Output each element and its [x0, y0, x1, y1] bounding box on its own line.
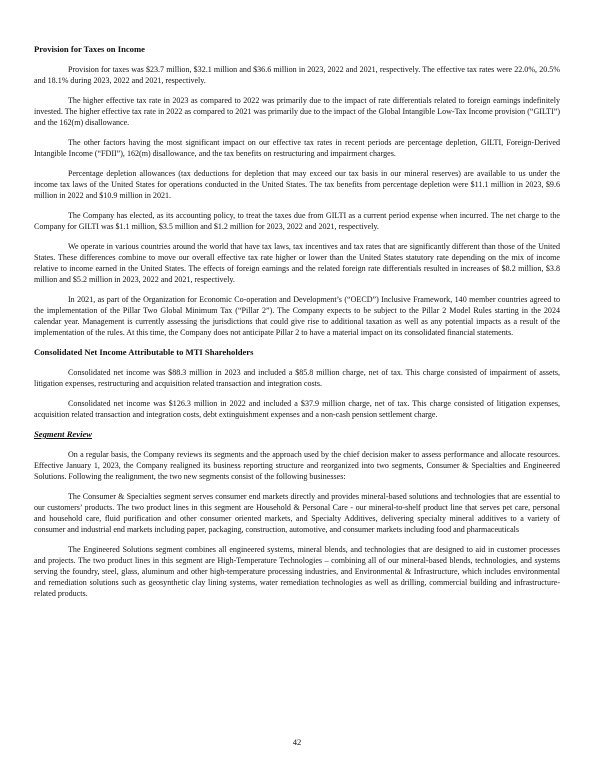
document-page: [34, 44, 560, 608]
paragraph: On a regular basis, the Company reviews its segments and the approach used by the chief decision maker to assess performance and allocate resources. Effective January 1, 2023, the Company realigned its business reporting structure and reorganized into two segments, Consumer & Specialties and Engineered Solutions. Following the realignment, the two new segments consist of the following businesses:: [34, 450, 560, 481]
paragraph: We operate in various countries around the world that have tax laws, tax incentives and tax rates that are significantly different than those of the United States. These differences combine to move our overall effective tax rate higher or lower than the United States statutory rate depending on the mix of income relative to income earned in the United States. The effects of foreign earnings and the related foreign rate differentials resulted in increases of $8.2 million, $3.8 million and $5.2 million in 2023, 2022 and 2021, respectively.: [34, 242, 560, 284]
paragraph: Percentage depletion allowances (tax deductions for depletion that may exceed our tax basis in our mineral reserves) are available to us under the income tax laws of the United States for operations conducted in the United States. The tax benefits from percentage depletion were $11.1 million in 2023, $9.6 million in 2022 and $10.9 million in 2021.: [34, 169, 560, 200]
paragraph: The higher effective tax rate in 2023 as compared to 2022 was primarily due to the impact of rate differentials related to foreign earnings indefinitely invested. The higher effective tax rate in 2022 as compared to 2021 was primarily due to the impact of the Global Intangible Low-Tax Income provision (“GILTI”) and the 162(m) disallowance.: [34, 96, 560, 127]
paragraph: Provision for taxes was $23.7 million, $32.1 million and $36.6 million in 2023, 2022 and 2021, respectively. The effective tax rates were 22.0%, 20.5% and 18.1% during 2023, 2022 and 2021, respectively.: [34, 65, 560, 85]
paragraph: The Consumer & Specialties segment serves consumer end markets directly and provides mineral-based solutions and technologies that are essential to our customers’ products. The two product lines in this segment are Household & Personal Care - our mineral-to-shelf product line that serves pet care, personal and household care, fluid purification and other consumer oriented markets, and Specialty Additives, delivering specialty mineral additives to a variety of consumer and industrial end markets including paper, packaging, construction, automotive, and consumer markets including food and pharmaceuticals: [34, 492, 560, 534]
paragraph: In 2021, as part of the Organization for Economic Co-operation and Development’s (“OECD”) Inclusive Framework, 140 member countries agreed to the implementation of the Pillar Two Global Minimum Tax (“Pillar 2”). The Company expects to be subject to the Pillar 2 Model Rules starting in the 2024 calendar year. Management is currently assessing the jurisdictions that could give rise to additional taxation as well as any potential impacts as a result of the implementation of the rules. At this time, the Company does not anticipate Pillar 2 to have a material impact on its consolidated financial statements.: [34, 295, 560, 337]
paragraph: The other factors having the most significant impact on our effective tax rates in recent periods are percentage depletion, GILTI, Foreign-Derived Intangible Income (“FDII”), 162(m) disallowance, and the tax benefits on restructuring and impairment charges.: [34, 138, 560, 158]
heading-provision-for-taxes: Provision for Taxes on Income: [34, 44, 145, 54]
paragraph: Consolidated net income was $88.3 million in 2023 and included a $85.8 million charge, net of tax. This charge consisted of impairment of assets, litigation expenses, restructuring and acquisition related transaction and integration costs.: [34, 368, 560, 388]
paragraph: The Engineered Solutions segment combines all engineered systems, mineral blends, and technologies that are designed to aid in customer processes and projects. The two product lines in this segment are High-Temperature Technologies – combining all of our mineral-based blends, technologies, and systems serving the foundry, steel, glass, aluminum and other high-temperature processing industries, and Environmental & Infrastructure, which includes environmental and remediation solutions such as geosynthetic clay lining systems, water remediation technologies as well as drilling, commercial building and infrastructure-related products.: [34, 545, 560, 598]
paragraph: Consolidated net income was $126.3 million in 2022 and included a $37.9 million charge, net of tax. This charge consisted of litigation expenses, acquisition related transaction and integration costs, debt extinguishment expenses and a non-cash pension settlement charge.: [34, 399, 560, 419]
heading-segment-review: Segment Review: [34, 429, 92, 439]
page-number: 42: [292, 737, 302, 747]
heading-consolidated-net-income: Consolidated Net Income Attributable to MTI Shareholders: [34, 347, 254, 357]
paragraph: The Company has elected, as its accounting policy, to treat the taxes due from GILTI as a current period expense when incurred. The net charge to the Company for GILTI was $1.1 million, $3.5 million and $1.2 million for 2023, 2022 and 2021, respectively.: [34, 211, 560, 231]
